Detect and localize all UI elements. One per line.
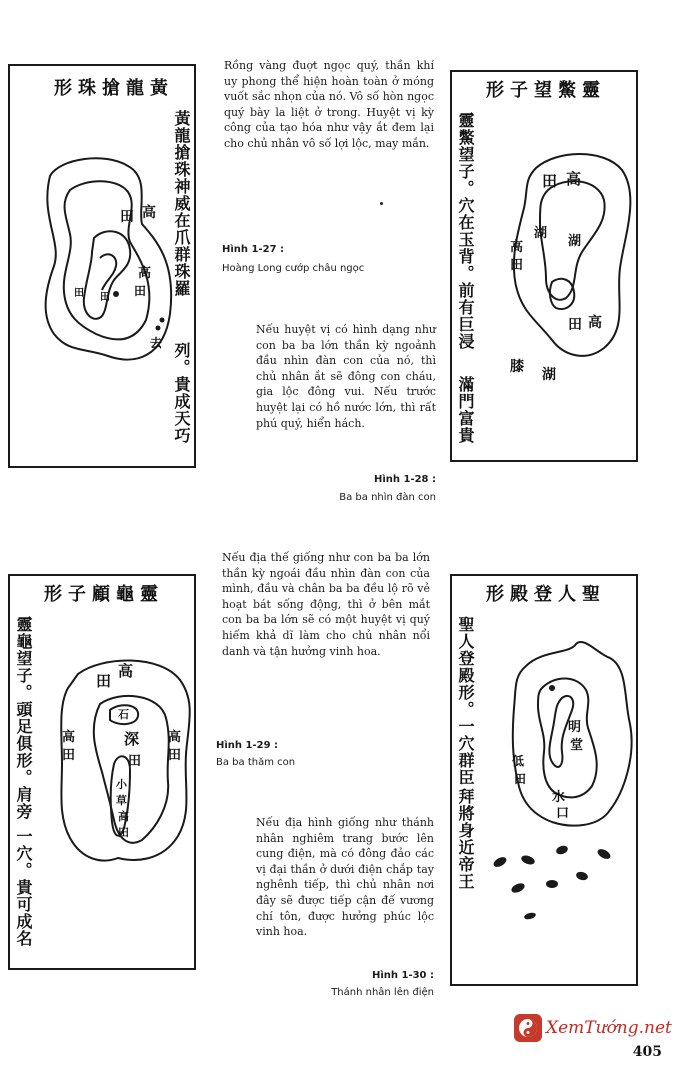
- figure-caption: Thánh nhân lên điện: [331, 987, 434, 998]
- map-label: 田: [100, 292, 110, 303]
- figure-caption: Hoàng Long cướp châu ngọc: [222, 263, 365, 274]
- figure-description: Nếu huyệt vị có hình dạng như con ba ba lớn thần kỳ ngoảnh đầu nhìn đàn con của nó, thì chủ nhân ắt sẽ đông con cháu, gia lộc đông vui. Nếu trước huyệt lại có hồ nước lớn, thì rất phú quý, hiển hách.: [256, 323, 436, 430]
- figure-caption: Ba ba nhìn đàn con: [339, 492, 436, 503]
- map-label: 高: [142, 205, 156, 221]
- turtle-visit-map: [10, 576, 196, 970]
- map-label: 石: [118, 708, 129, 721]
- map-label: 田: [62, 748, 76, 763]
- page-number: 405: [632, 1044, 662, 1060]
- map-label: 田: [168, 748, 182, 763]
- figure-inscription-col-1: 靈龜望子。頭足俱形。肩旁: [14, 616, 33, 820]
- map-label: 田: [128, 754, 142, 769]
- map-label: 田: [96, 672, 112, 690]
- map-label: 高: [118, 810, 129, 823]
- map-label: 田: [134, 284, 147, 298]
- figure-inscription-col-2: 滿門富貴: [456, 376, 475, 444]
- map-label: 去: [150, 336, 163, 350]
- dragon-pearl-map: [10, 66, 196, 468]
- map-label: 田: [568, 317, 582, 333]
- map-label: 高: [566, 170, 582, 188]
- figure-inscription-col-1: 靈鱉望子。穴在玉背。前有巨浸: [456, 112, 475, 350]
- page-speck: [380, 202, 383, 205]
- map-label: 田: [118, 826, 129, 839]
- figure-number: Hình 1-27 :: [222, 244, 285, 255]
- map-label: 田: [514, 772, 527, 786]
- map-label: 口: [556, 806, 570, 821]
- figure-inscription-col-2: 一穴。貴可成名: [14, 828, 33, 947]
- map-label: 湖: [534, 226, 548, 241]
- map-label: 高: [588, 315, 602, 331]
- figure-inscription-col-1: 聖人登殿形。一穴群臣: [456, 616, 475, 786]
- watermark-label: XemTướng.net: [546, 1018, 672, 1038]
- figure-panel-1-28: [450, 70, 638, 462]
- figure-caption: Ba ba thăm con: [216, 757, 296, 768]
- map-label: 田: [120, 209, 134, 225]
- figure-number: Hình 1-28 :: [373, 474, 436, 485]
- figure-title: 形子顧龜靈: [44, 584, 164, 605]
- figure-description: Nếu địa thế giống như con ba ba lớn thần kỳ ngoái đầu nhìn đàn con của mình, đầu và chân ba ba đều lộ rõ vẻ hoạt bát sống động, thì ở bên mắt con ba ba lớn sẽ có một huyệt vị quý hiếm khả dĩ làm cho chủ nhân nổi danh và tận hưởng vinh hoa.: [222, 551, 430, 658]
- map-label: 湖: [542, 367, 556, 383]
- figure-inscription-col-1: 黃龍搶珠神威在爪群珠羅: [172, 110, 191, 297]
- map-label: 田: [542, 172, 558, 190]
- map-label: 高: [62, 730, 76, 745]
- map-label: 草: [116, 794, 127, 807]
- sage-palace-map: [452, 576, 638, 986]
- figure-number: Hình 1-29 :: [216, 740, 279, 751]
- figure-number: Hình 1-30 :: [371, 970, 434, 981]
- yin-yang-icon: [514, 1014, 542, 1042]
- map-label: 水: [552, 790, 566, 805]
- map-label: 高: [510, 240, 524, 255]
- figure-inscription-col-2: 拜將身近帝王: [456, 788, 475, 890]
- figure-panel-1-29: [8, 574, 196, 970]
- figure-panel-1-30: [450, 574, 638, 986]
- site-watermark: [514, 1014, 672, 1042]
- map-label: 明: [568, 720, 582, 735]
- map-label: 小: [116, 778, 127, 791]
- map-label: 田: [510, 258, 524, 273]
- figure-inscription-col-2: 列。貴成天巧: [172, 342, 191, 444]
- map-label: 高: [118, 662, 134, 680]
- map-label: 深: [124, 730, 140, 748]
- map-label: 膝: [510, 359, 524, 375]
- map-label: 湖: [568, 234, 582, 249]
- figure-title: 形珠搶龍黃: [54, 78, 174, 99]
- figure-panel-1-27: [8, 64, 196, 468]
- map-label: 高: [168, 730, 182, 745]
- map-label: 高: [138, 266, 152, 281]
- figure-description: Nếu địa hình giống như thánh nhân nghiêm trang bước lên cung điện, mà có đông đảo các vị đại thần ở dưới điện chắp tay nghênh tiếp, thì chủ nhân nơi đây sẽ được tiếp cận đế vương chí tôn, được hưởng phúc lộc vinh hoa.: [256, 816, 434, 939]
- figure-description: Rồng vàng đuợt ngọc quý, thần khí uy phong thể hiện hoàn toàn ở móng vuốt sắc nhọn của nó. Vô số hòn ngọc quý bày la liệt ở trong. Huyệt vị kỳ công của tạo hóa như vậy ắt đem lại cho chủ nhân vô số lợi lộc, may mắn.: [224, 59, 434, 150]
- turtle-children-map: [452, 72, 638, 462]
- figure-title: 形殿登人聖: [486, 584, 606, 605]
- map-label: 堂: [570, 738, 584, 753]
- map-label: 田: [74, 288, 84, 299]
- figure-title: 形子望鱉靈: [486, 80, 606, 101]
- map-label: 低: [512, 754, 525, 768]
